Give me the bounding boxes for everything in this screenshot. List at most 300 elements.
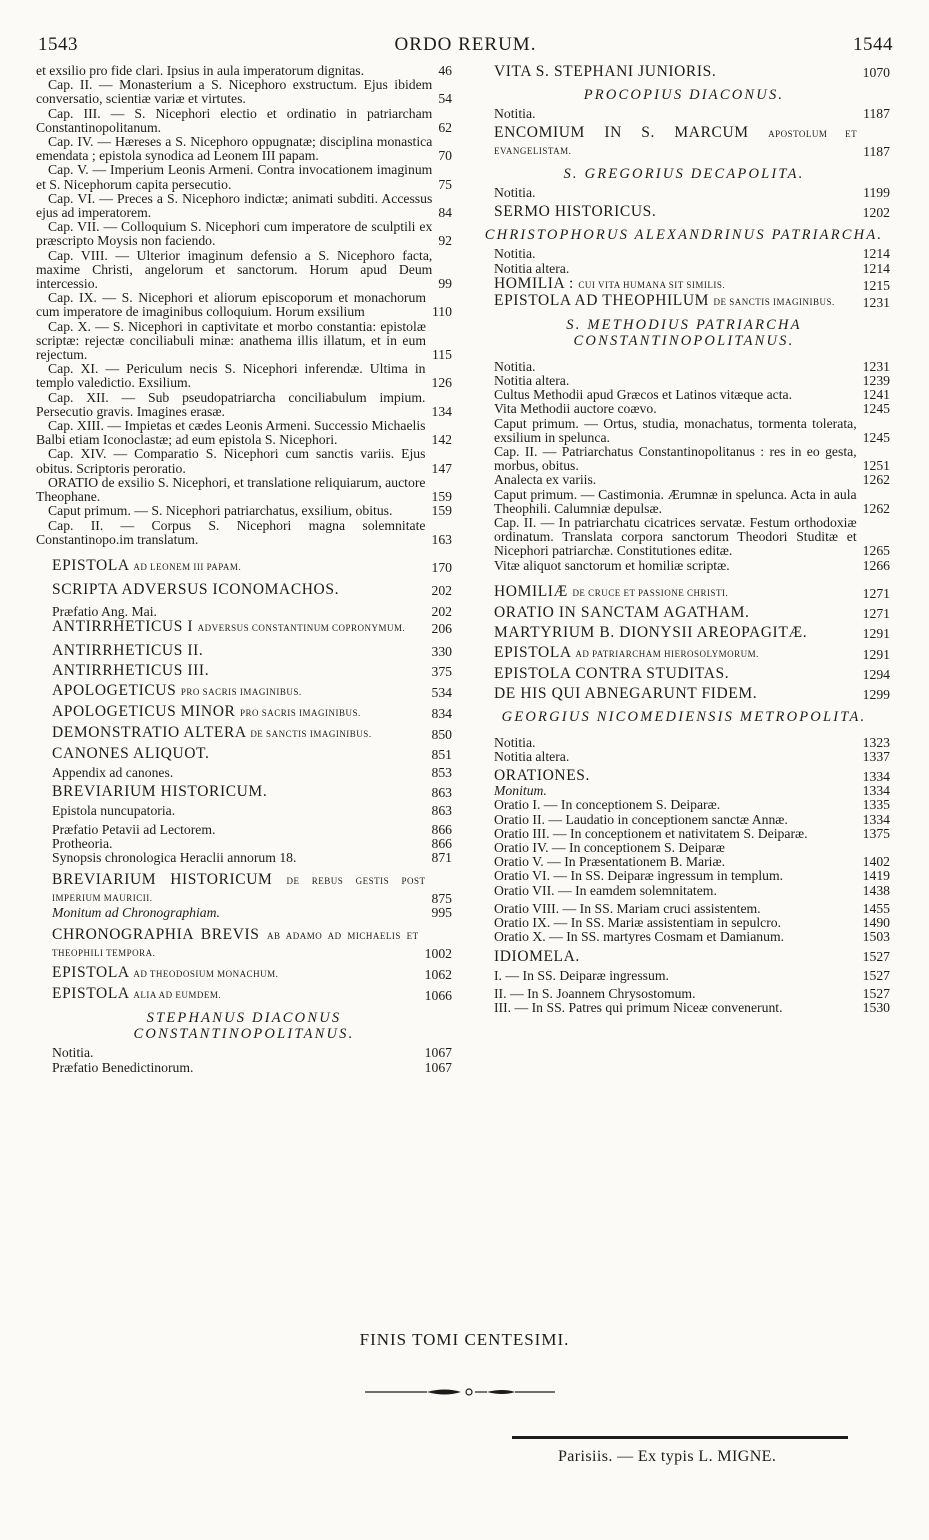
entry-title-main: ORATIONES. [494, 767, 590, 785]
entry-title [494, 768, 863, 784]
toc-entry [36, 643, 452, 659]
entry-text: Appendix ad canones. [52, 765, 174, 781]
entry-column-number: 1062 [424, 967, 452, 983]
toc-entry [478, 916, 890, 930]
entry-title-subtitle: AB ADAMO AD MICHAELIS ET THEOPHILI TEMPORA. [52, 931, 419, 959]
entry-title-subtitle: AD LEONEM III PAPAM. [133, 561, 242, 572]
entry-title [52, 683, 431, 700]
entry-text: Præfatio Petavii ad Lectorem. [52, 821, 216, 837]
entry-column-number: 75 [438, 176, 452, 192]
entry-title [52, 965, 425, 982]
entry-text: Cap. II. — In patriarchatu cicatrices servatæ. Festum orthodoxiæ ordinatum. Translata corpora sanctorum Theodori Studitæ et Nicephori patriarchæ. Constitutiones editæ. [494, 515, 857, 559]
entry-text: Notitia altera. [494, 749, 570, 765]
entry-text: Notitia altera. [494, 373, 570, 389]
author-heading: STEPHANUS DIACONUS CONSTANTINOPOLITANUS. [133, 1010, 355, 1043]
entry-text: Notitia. [494, 358, 536, 374]
entry-column-number: 850 [431, 726, 452, 742]
toc-entry [478, 516, 890, 559]
toc-entry [36, 504, 452, 518]
toc-entry [478, 750, 890, 764]
entry-column-number: 375 [431, 663, 452, 679]
toc-entry [36, 804, 452, 818]
toc-entry [478, 488, 890, 516]
toc-entry [478, 987, 890, 1001]
entry-text: Monitum ad Chronographiam. [52, 905, 220, 921]
entry-column-number: 1241 [862, 387, 890, 403]
toc-entry [36, 823, 452, 837]
entry-text: Præfatio Ang. Mai. [52, 603, 157, 619]
toc-entry [478, 736, 890, 750]
toc-entry [36, 965, 452, 982]
entry-text: Cap. XI. — Periculum necis S. Nicephori inferendæ. Ultima in templo valedictio. Exsilium. [36, 361, 426, 391]
toc-entry [36, 582, 452, 598]
entry-text: Vita Methodii auctore coævo. [494, 401, 657, 417]
entry-column-number: 92 [438, 233, 452, 249]
entry-column-number: 134 [431, 403, 452, 419]
toc-entry [478, 841, 890, 855]
toc-entry [36, 605, 452, 619]
entry-text: Cap. XIII. — Impietas et cædes Leonis Armeni. Successio Michaelis Balbi etiam Iconoclastæ; ad eum epistola S. Nicephori. [36, 418, 426, 448]
entry-title [52, 872, 431, 906]
entry-column-number: 1067 [424, 1045, 452, 1061]
entry-column-number: 1375 [862, 825, 890, 841]
entry-title-subtitle: CUI VITA HUMANA SIT SIMILIS. [578, 279, 726, 290]
ornament-rule [365, 1386, 555, 1398]
entry-column-number: 1187 [863, 144, 890, 159]
toc-entry [36, 927, 452, 961]
entry-column-number: 1266 [862, 557, 890, 573]
entry-column-number: 1262 [862, 472, 890, 488]
toc-entry [478, 388, 890, 402]
entry-title-subtitle: PRO SACRIS IMAGINIBUS. [180, 687, 302, 698]
entry-title [52, 663, 431, 679]
entry-title [52, 704, 431, 721]
entry-text: I. — In SS. Deiparæ ingressum. [494, 967, 669, 983]
author-heading: GEORGIUS NICOMEDIENSIS METROPOLITA. [501, 708, 867, 725]
entry-text: Cap. IX. — S. Nicephori et aliorum episcoporum et monachorum cum imperatore de imaginibus colloquium. Horum exsilium [36, 290, 426, 320]
toc-entry [36, 1061, 452, 1075]
entry-column-number: 1214 [862, 260, 890, 276]
toc-entry [36, 135, 452, 163]
entry-title [494, 605, 863, 621]
entry-title [494, 125, 863, 159]
entry-column-number: 84 [438, 205, 452, 221]
entry-text: Oratio II. — Laudatio in conceptionem sanctæ Annæ. [494, 811, 788, 827]
entry-title [494, 645, 863, 662]
entry-column-number: 147 [431, 460, 452, 476]
entry-text: Protheoria. [52, 835, 113, 851]
entry-column-number: 1271 [862, 585, 890, 601]
toc-entry [478, 969, 890, 983]
entry-text: Oratio IV. — In conceptionem S. Deiparæ [494, 840, 725, 856]
toc-entry [36, 1046, 452, 1060]
toc-entry [478, 204, 890, 220]
entry-text: Analecta ex variis. [494, 472, 597, 488]
entry-title-subtitle: ALIA AD EUMDEM. [133, 990, 222, 1001]
entry-column-number: 1323 [862, 734, 890, 750]
entry-title-main: MARTYRIUM B. DIONYSII AREOPAGITÆ. [494, 623, 808, 641]
toc-entry [478, 645, 890, 662]
entry-column-number: 1527 [862, 985, 890, 1001]
entry-title-main: ANTIRRHETICUS II. [52, 642, 204, 660]
toc-entry [36, 64, 452, 78]
entry-text: Præfatio Benedictinorum. [52, 1059, 194, 1075]
entry-column-number: 866 [431, 835, 452, 851]
toc-entry [478, 186, 890, 200]
entry-title-main: ANTIRRHETICUS III. [52, 662, 210, 680]
entry-column-number: 170 [431, 559, 452, 575]
author-heading: PROCOPIUS DIACONUS. [583, 87, 785, 103]
entry-title [52, 784, 431, 800]
entry-text: Monitum. [494, 783, 547, 799]
page-header [38, 34, 893, 60]
entry-title-main: SERMO HISTORICUS. [494, 203, 657, 221]
toc-entry [36, 906, 452, 920]
toc-entry [36, 837, 452, 851]
entry-column-number: 163 [431, 531, 452, 547]
entry-title [494, 686, 863, 702]
entry-title-main: SCRIPTA ADVERSUS ICONOMACHOS. [52, 580, 340, 598]
entry-text: II. — In S. Joannem Chrysostomum. [494, 985, 696, 1001]
entry-text: Vitæ aliquot sanctorum et homiliæ scriptæ. [494, 557, 730, 573]
entry-column-number: 1251 [862, 458, 890, 474]
toc-entry [36, 872, 452, 906]
toc-entry [36, 704, 452, 721]
author-heading: CHRISTOPHORUS ALEXANDRINUS PATRIARCHA. [484, 227, 884, 244]
entry-column-number: 1262 [862, 500, 890, 516]
entry-title-subtitle: DE REBUS GESTIS POST IMPERIUM MAURICII. [52, 876, 426, 904]
toc-entry [478, 64, 890, 80]
entry-column-number: 1527 [862, 949, 890, 965]
toc-entry [478, 902, 890, 916]
toc-entry [478, 884, 890, 898]
entry-title-subtitle: APOSTOLUM ET EVANGELISTAM. [494, 129, 858, 157]
entry-title-main: CHRONOGRAPHIA BREVIS [52, 926, 260, 944]
toc-entry [36, 107, 452, 135]
entry-title-main: EPISTOLA [52, 964, 129, 982]
toc-entry [478, 473, 890, 487]
entry-column-number: 1245 [862, 429, 890, 445]
toc-entry [36, 784, 452, 800]
left-column [36, 64, 452, 1075]
toc-entry [478, 768, 890, 784]
entry-title-subtitle: DE SANCTIS IMAGINIBUS. [250, 729, 372, 740]
toc-entry [478, 855, 890, 869]
toc-entry [36, 746, 452, 762]
entry-text: Notitia. [494, 106, 536, 121]
entry-column-number: 1002 [424, 946, 452, 962]
entry-text: Oratio X. — In SS. martyres Cosmam et Damianum. [494, 929, 785, 945]
entry-title [52, 986, 425, 1003]
entry-text: Oratio I. — In conceptionem S. Deiparæ. [494, 797, 721, 813]
entry-column-number: 1187 [863, 106, 890, 121]
entry-title-main: ORATIO IN SANCTAM AGATHAM. [494, 603, 750, 621]
entry-text: Epistola nuncupatoria. [52, 803, 176, 819]
entry-title [52, 643, 431, 659]
entry-text: Oratio VI. — In SS. Deiparæ ingressum in templum. [494, 868, 784, 884]
entry-text: Cap. XII. — Sub pseudopatriarcha conciliabulum impium. Persecutio gravis. Imagines erasæ. [36, 389, 426, 419]
entry-text: Cap. III. — S. Nicephori electio et ordinatio in patriarcham Constantinopolitanum. [36, 105, 433, 135]
entry-column-number: 875 [431, 890, 452, 906]
toc-entry [36, 362, 452, 390]
entry-column-number: 46 [438, 63, 452, 78]
toc-entry [478, 402, 890, 416]
toc-entry [478, 584, 890, 601]
entry-column-number: 1337 [862, 749, 890, 765]
entry-text: Caput primum. — S. Nicephori patriarchatus, exsilium, obitus. [48, 503, 393, 519]
entry-column-number: 1402 [862, 854, 890, 870]
entry-column-number: 126 [431, 375, 452, 391]
entry-text: Cap. X. — S. Nicephori in captivitate et morbo constantia: epistolæ scriptæ: rejectæ conciliabuli minæ: anathema illis illatum, et in eum rejectum. [36, 318, 426, 363]
entry-title-main: DEMONSTRATIO ALTERA [52, 724, 246, 742]
entry-column-number: 863 [431, 785, 452, 801]
entry-title-main: EPISTOLA [494, 643, 571, 661]
toc-entry [36, 291, 452, 319]
toc-entry [36, 851, 452, 865]
entry-title-main: EPISTOLA AD THEOPHILUM [494, 291, 710, 309]
entry-column-number: 1334 [862, 769, 890, 785]
entry-text: Caput primum. — Castimonia. Ærumnæ in spelunca. Acta in aula Theophili. Calumniæ depulsæ. [494, 486, 857, 516]
entry-title [494, 949, 863, 965]
entry-column-number: 1291 [862, 625, 890, 641]
entry-column-number: 1455 [862, 900, 890, 916]
entry-title [494, 276, 863, 293]
entry-text: Oratio V. — In Præsentationem B. Mariæ. [494, 854, 726, 870]
entry-column-number: 330 [431, 643, 452, 659]
entry-column-number: 1294 [862, 666, 890, 682]
entry-column-number: 70 [438, 148, 452, 164]
entry-text: Oratio VII. — In eamdem solemnitatem. [494, 882, 717, 898]
toc-entry [36, 419, 452, 447]
toc-entry [478, 625, 890, 641]
entry-text: Notitia. [494, 734, 536, 750]
entry-text: Cap. II. — Corpus S. Nicephori magna solemnitate Constantinopo.im translatum. [36, 517, 426, 547]
toc-entry [36, 986, 452, 1003]
entry-title-main: IDIOMELA. [494, 947, 580, 965]
entry-column-number: 1265 [862, 543, 890, 559]
entry-column-number: 534 [431, 684, 452, 700]
toc-entry [36, 725, 452, 742]
entry-column-number: 1070 [862, 64, 890, 80]
entry-title [52, 619, 431, 636]
entry-column-number: 1067 [424, 1059, 452, 1075]
imprint-rule [512, 1436, 848, 1439]
toc-entry [36, 476, 452, 504]
entry-column-number: 1239 [862, 373, 890, 389]
toc-entry [478, 374, 890, 388]
entry-text: Oratio III. — In conceptionem et nativitatem S. Deiparæ. [494, 825, 808, 841]
entry-text: Cap. VI. — Preces a S. Nicephoro indictæ; animati subditi. Accessus ejus ad imperatorem. [36, 190, 433, 221]
entry-text: Cap. II. — Monasterium a S. Nicephoro exstructum. Ejus ibidem conversatio, scientiæ variæ et virtutes. [36, 77, 433, 107]
entry-column-number: 110 [431, 304, 452, 320]
toc-entry [36, 78, 452, 106]
entry-text: Cap. XIV. — Comparatio S. Nicephori cum sanctis variis. Ejus obitus. Scriptoris peroratio. [36, 446, 426, 476]
toc-entry [36, 766, 452, 780]
toc-entry [36, 163, 452, 191]
colophon-title: FINIS TOMI CENTESIMI. [359, 1330, 570, 1349]
printer-imprint: Parisiis. — Ex typis L. MIGNE. [558, 1448, 777, 1465]
toc-entry [478, 605, 890, 621]
entry-text: Cap. VII. — Colloquium S. Nicephori cum imperatore de sculptili ex præscripto Moysis non faciendo. [36, 219, 433, 249]
entry-column-number: 834 [431, 705, 452, 721]
entry-text: Cap. VIII. — Ulterior imaginum defensio a S. Nicephoro facta, maxime Christi, angelorum et sanctorum. Horum apud Deum intercessio. [36, 247, 433, 292]
entry-title-main: EPISTOLA CONTRA STUDITAS. [494, 664, 730, 682]
entry-column-number: 159 [431, 503, 452, 519]
toc-entry [36, 320, 452, 363]
entry-column-number: 159 [431, 489, 452, 505]
entry-title-main: ENCOMIUM IN S. MARCUM [494, 124, 749, 142]
toc-entry [36, 558, 452, 575]
entry-title [494, 204, 863, 220]
entry-column-number: 1334 [862, 811, 890, 827]
toc-entry [36, 249, 452, 292]
toc-entry [478, 784, 890, 798]
entry-column-number: 1299 [862, 686, 890, 702]
entry-title [52, 746, 431, 762]
toc-entry [478, 798, 890, 812]
entry-title [52, 725, 431, 742]
entry-title [52, 558, 431, 575]
entry-column-number: 142 [431, 432, 452, 448]
entry-text: Caput primum. — Ortus, studia, monachatus, tormenta tolerata, exsilium in spelunca. [494, 415, 857, 445]
entry-column-number: 202 [431, 582, 452, 598]
entry-title-main: APOLOGETICUS [52, 682, 177, 700]
toc-entry [36, 519, 452, 547]
entry-text: Synopsis chronologica Heraclii annorum 18. [52, 849, 297, 865]
entry-column-number: 99 [438, 276, 452, 292]
entry-title-subtitle: PRO SACRIS IMAGINIBUS. [239, 708, 361, 719]
entry-column-number: 1231 [862, 294, 890, 310]
entry-column-number: 1503 [862, 929, 890, 945]
toc-entry [478, 949, 890, 965]
entry-text: Notitia altera. [494, 260, 570, 276]
entry-title [52, 582, 431, 598]
toc-entry [478, 293, 890, 310]
entry-text: Notitia. [494, 185, 536, 201]
entry-column-number: 1291 [862, 646, 890, 662]
entry-title-subtitle: ADVERSUS CONSTANTINUM COPRONYMUM. [197, 623, 406, 634]
toc-entry [478, 813, 890, 827]
entry-column-number: 1419 [862, 868, 890, 884]
entry-text: et exsilio pro fide clari. Ipsius in aula imperatorum dignitas. [36, 63, 365, 78]
entry-title [494, 625, 863, 641]
toc-entry [478, 247, 890, 261]
entry-column-number: 206 [431, 620, 452, 636]
entry-title-subtitle: AD PATRIARCHAM HIEROSOLYMORUM. [575, 648, 759, 659]
toc-entry [36, 192, 452, 220]
toc-entry [36, 391, 452, 419]
toc-entry [36, 683, 452, 700]
entry-column-number: 62 [438, 119, 452, 135]
entry-column-number: 995 [431, 905, 452, 921]
entry-title-main: VITA S. STEPHANI JUNIORIS. [494, 63, 717, 80]
entry-column-number: 871 [431, 849, 452, 865]
toc-entry [478, 827, 890, 841]
toc-entry [478, 276, 890, 293]
entry-title-main: HOMILIA : [494, 274, 574, 292]
entry-title [52, 927, 425, 961]
toc-entry [478, 1001, 890, 1015]
entry-title-main: BREVIARIUM HISTORICUM. [52, 783, 268, 801]
right-column [478, 64, 890, 1015]
entry-title-subtitle: DE CRUCE ET PASSIONE CHRISTI. [572, 587, 729, 598]
entry-title [494, 293, 863, 310]
author-heading: S. GREGORIUS DECAPOLITA. [563, 166, 805, 183]
toc-entry [478, 559, 890, 573]
entry-title-main: EPISTOLA [52, 556, 129, 574]
toc-entry [478, 262, 890, 276]
entry-title-main: DE HIS QUI ABNEGARUNT FIDEM. [494, 684, 758, 702]
toc-entry [478, 107, 890, 121]
entry-title [494, 64, 863, 80]
entry-column-number: 1214 [862, 246, 890, 262]
toc-entry [478, 125, 890, 159]
page-number-left: 1543 [38, 34, 78, 55]
toc-entry [478, 930, 890, 944]
entry-title-main: EPISTOLA [52, 985, 129, 1003]
entry-title-subtitle: DE SANCTIS IMAGINIBUS. [713, 296, 835, 307]
toc-entry [478, 360, 890, 374]
entry-column-number: 863 [431, 803, 452, 819]
toc-entry [36, 619, 452, 636]
entry-column-number: 115 [431, 347, 452, 363]
entry-column-number: 1530 [862, 999, 890, 1015]
entry-text: Cultus Methodii apud Græcos et Latinos vitæque acta. [494, 387, 793, 403]
entry-text: Notitia. [52, 1045, 94, 1061]
toc-entry [478, 417, 890, 445]
entry-column-number: 866 [431, 821, 452, 837]
entry-title-main: HOMILIÆ [494, 582, 568, 600]
toc-entry [36, 447, 452, 475]
entry-title-subtitle: AD THEODOSIUM MONACHUM. [133, 969, 279, 980]
entry-title [494, 584, 863, 601]
toc-entry [478, 686, 890, 702]
entry-text: Oratio IX. — In SS. Mariæ assistentiam in sepulcro. [494, 915, 782, 931]
entry-column-number: 202 [431, 603, 452, 619]
entry-column-number: 1490 [862, 915, 890, 931]
entry-column-number: 1527 [862, 967, 890, 983]
entry-title [494, 666, 863, 682]
entry-column-number: 1438 [862, 882, 890, 898]
entry-column-number: 1199 [863, 185, 890, 201]
entry-column-number: 1334 [862, 783, 890, 799]
entry-text: Oratio VIII. — In SS. Mariam cruci assistentem. [494, 900, 761, 916]
entry-text: Cap. II. — Patriarchatus Constantinopolitanus : res in eo gesta, morbus, obitus. [494, 444, 857, 474]
entry-text: III. — In SS. Patres qui primum Niceæ convenerunt. [494, 999, 783, 1015]
page-number-right: 1544 [853, 34, 893, 55]
author-heading: S. METHODIUS PATRIARCHA CONSTANTINOPOLITANUS. [566, 316, 802, 349]
entry-text: Notitia. [494, 246, 536, 262]
entry-column-number: 1271 [862, 605, 890, 621]
entry-column-number: 1231 [862, 358, 890, 374]
entry-column-number: 1335 [862, 797, 890, 813]
entry-title-main: BREVIARIUM HISTORICUM [52, 871, 273, 889]
entry-column-number: 1245 [862, 401, 890, 417]
entry-column-number: 851 [431, 746, 452, 762]
entry-title-main: APOLOGETICUS MINOR [52, 703, 236, 721]
toc-entry [478, 445, 890, 473]
entry-title-main: ANTIRRHETICUS I [52, 618, 194, 636]
toc-entry [478, 666, 890, 682]
entry-column-number: 853 [431, 765, 452, 781]
toc-entry [36, 663, 452, 679]
entry-text: Cap. V. — Imperium Leonis Armeni. Contra invocationem imaginum et S. Nicephorum capita persecutio. [36, 162, 433, 192]
entry-text: ORATIO de exsilio S. Nicephori, et translatione reliquiarum, auctore Theophane. [36, 474, 426, 505]
entry-column-number: 1202 [862, 205, 890, 221]
running-title: ORDO RERUM. [394, 34, 537, 55]
entry-column-number: 1215 [862, 277, 890, 293]
entry-column-number: 54 [438, 91, 452, 107]
